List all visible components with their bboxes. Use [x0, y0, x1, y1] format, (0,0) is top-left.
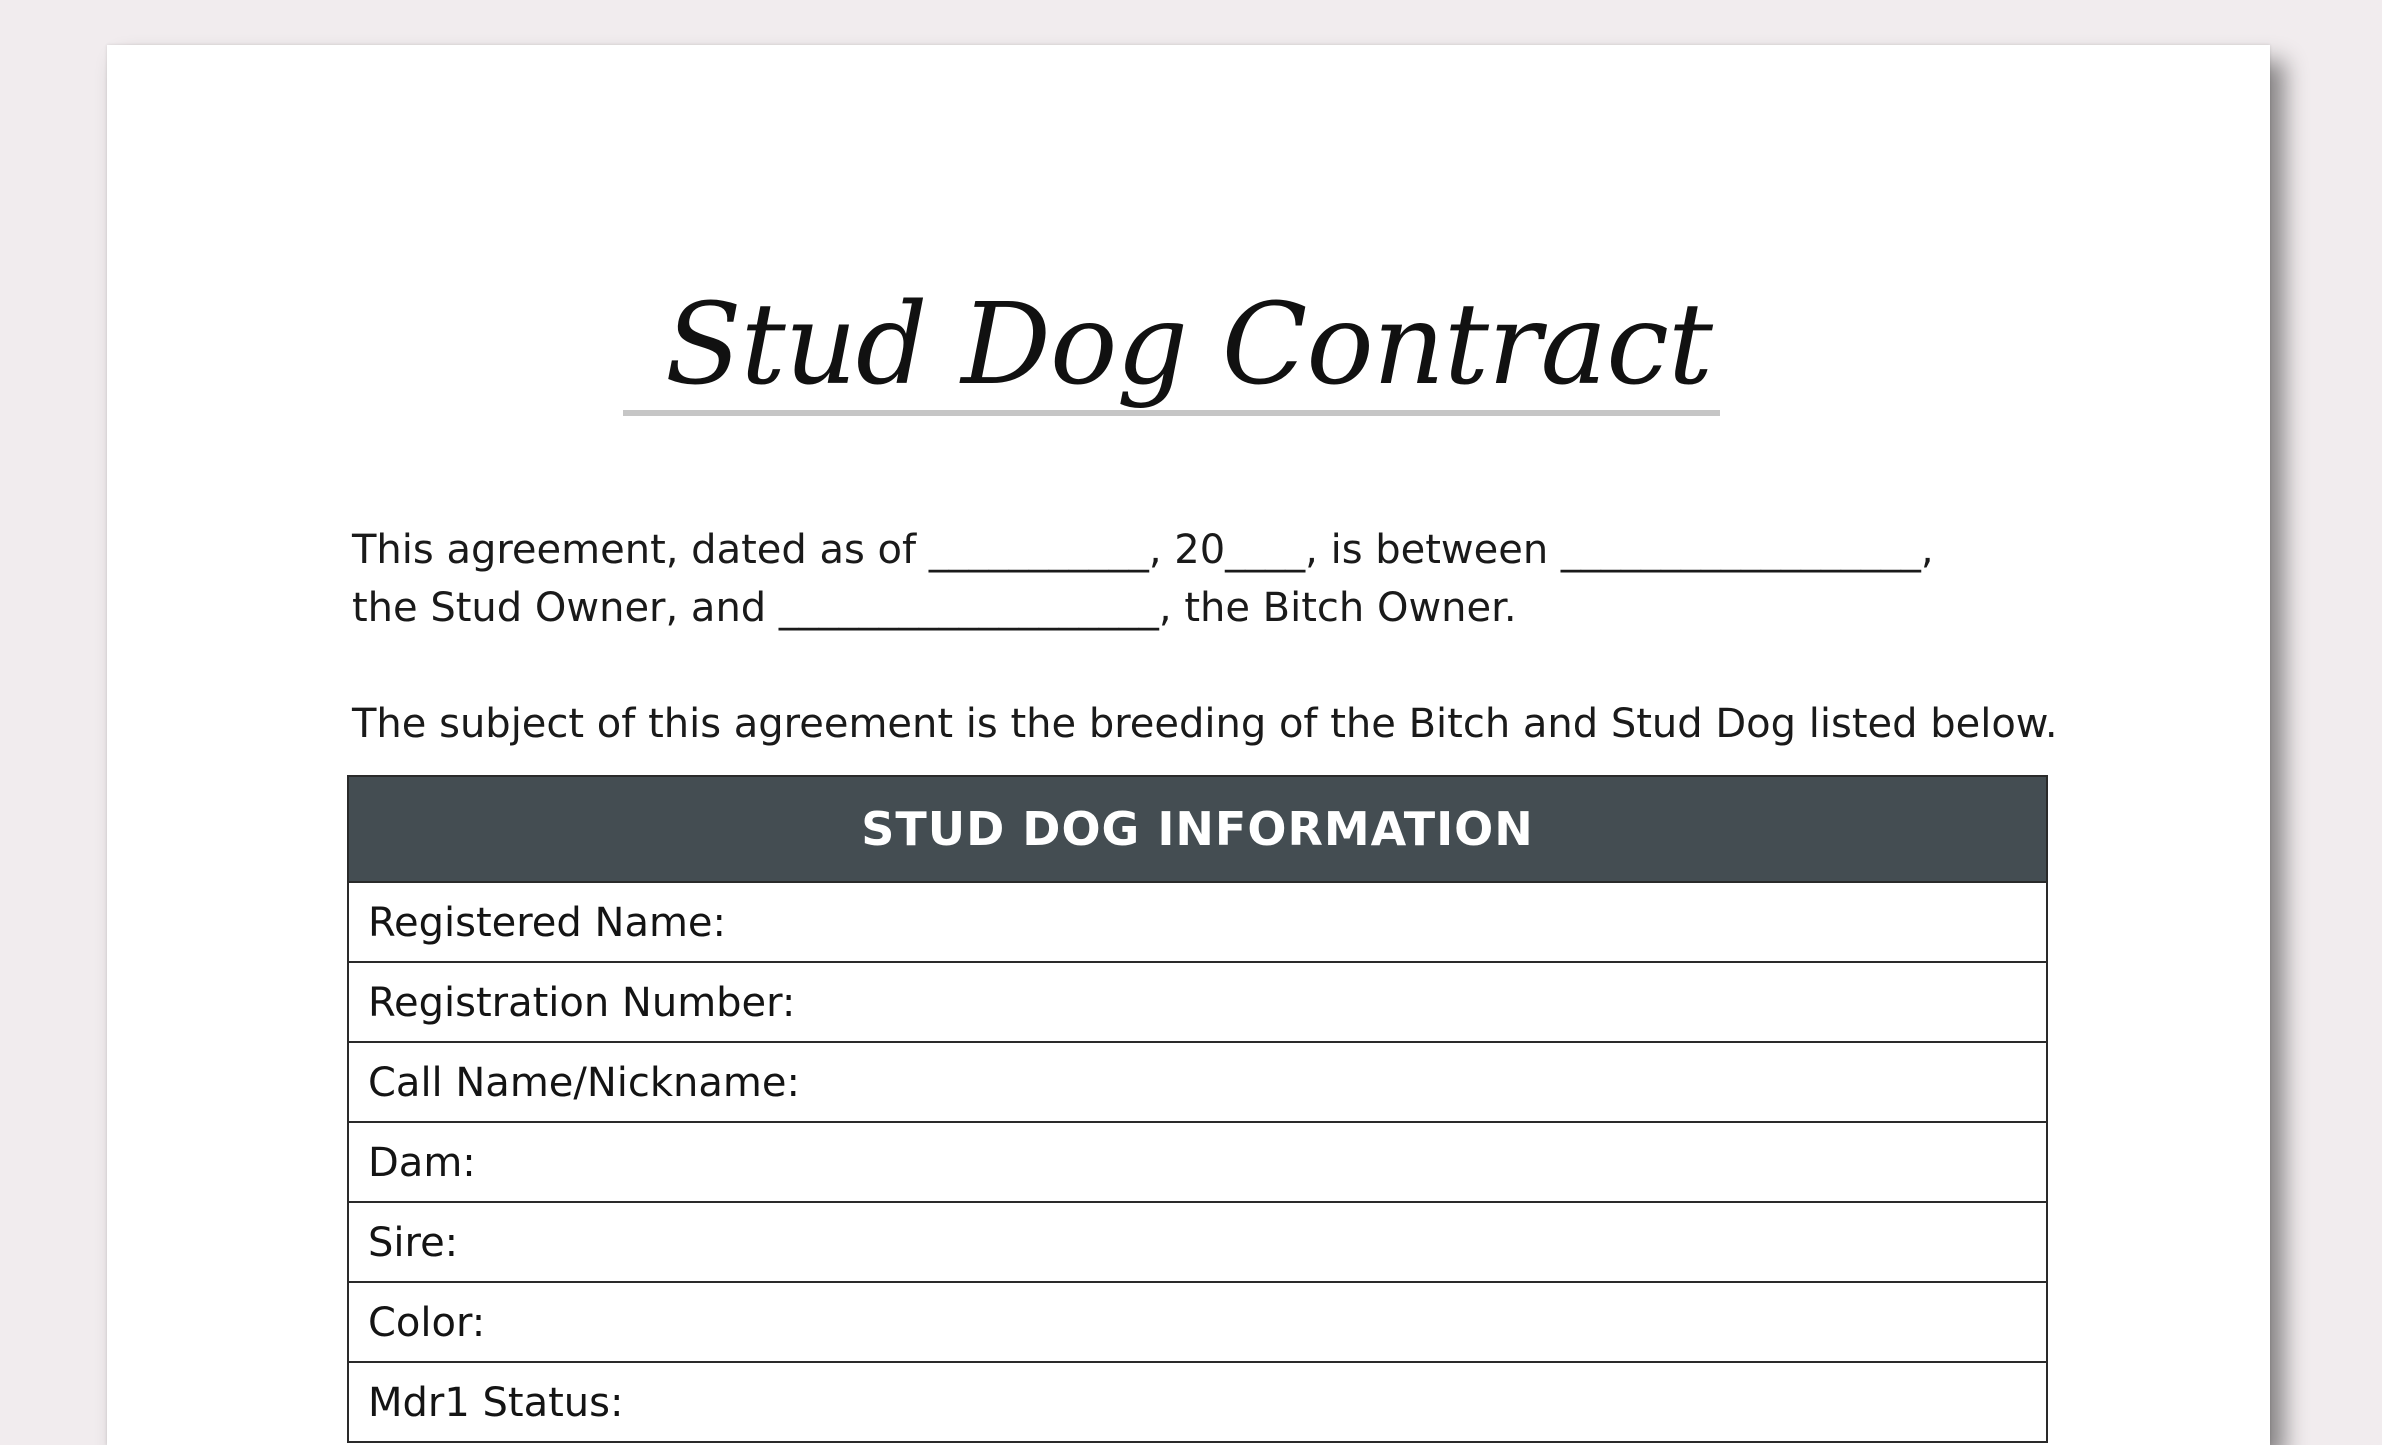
agreement-paragraph	[352, 521, 2152, 637]
document-page	[107, 45, 2270, 1445]
agreement-line-1: This agreement, dated as of ___________, 20____, is between __________________,	[352, 527, 1934, 573]
agreement-line-2: the Stud Owner, and ___________________, the Bitch Owner.	[352, 585, 1517, 631]
table-row-sire: Sire:	[349, 1203, 2046, 1283]
table-row-dam: Dam:	[349, 1123, 2046, 1203]
table-row-call-name: Call Name/Nickname:	[349, 1043, 2046, 1123]
table-row-registered-name: Registered Name:	[349, 883, 2046, 963]
table-header: STUD DOG INFORMATION	[349, 777, 2046, 883]
subject-paragraph: The subject of this agreement is the breeding of the Bitch and Stud Dog listed below.	[352, 701, 2058, 747]
table-row-color: Color:	[349, 1283, 2046, 1363]
table-row-mdr1-status: Mdr1 Status:	[349, 1363, 2046, 1443]
table-row-registration-number: Registration Number:	[349, 963, 2046, 1043]
document-title: Stud Dog Contract	[665, 280, 1712, 410]
stud-dog-information-table	[347, 775, 2048, 1443]
title-underline	[623, 410, 1720, 416]
